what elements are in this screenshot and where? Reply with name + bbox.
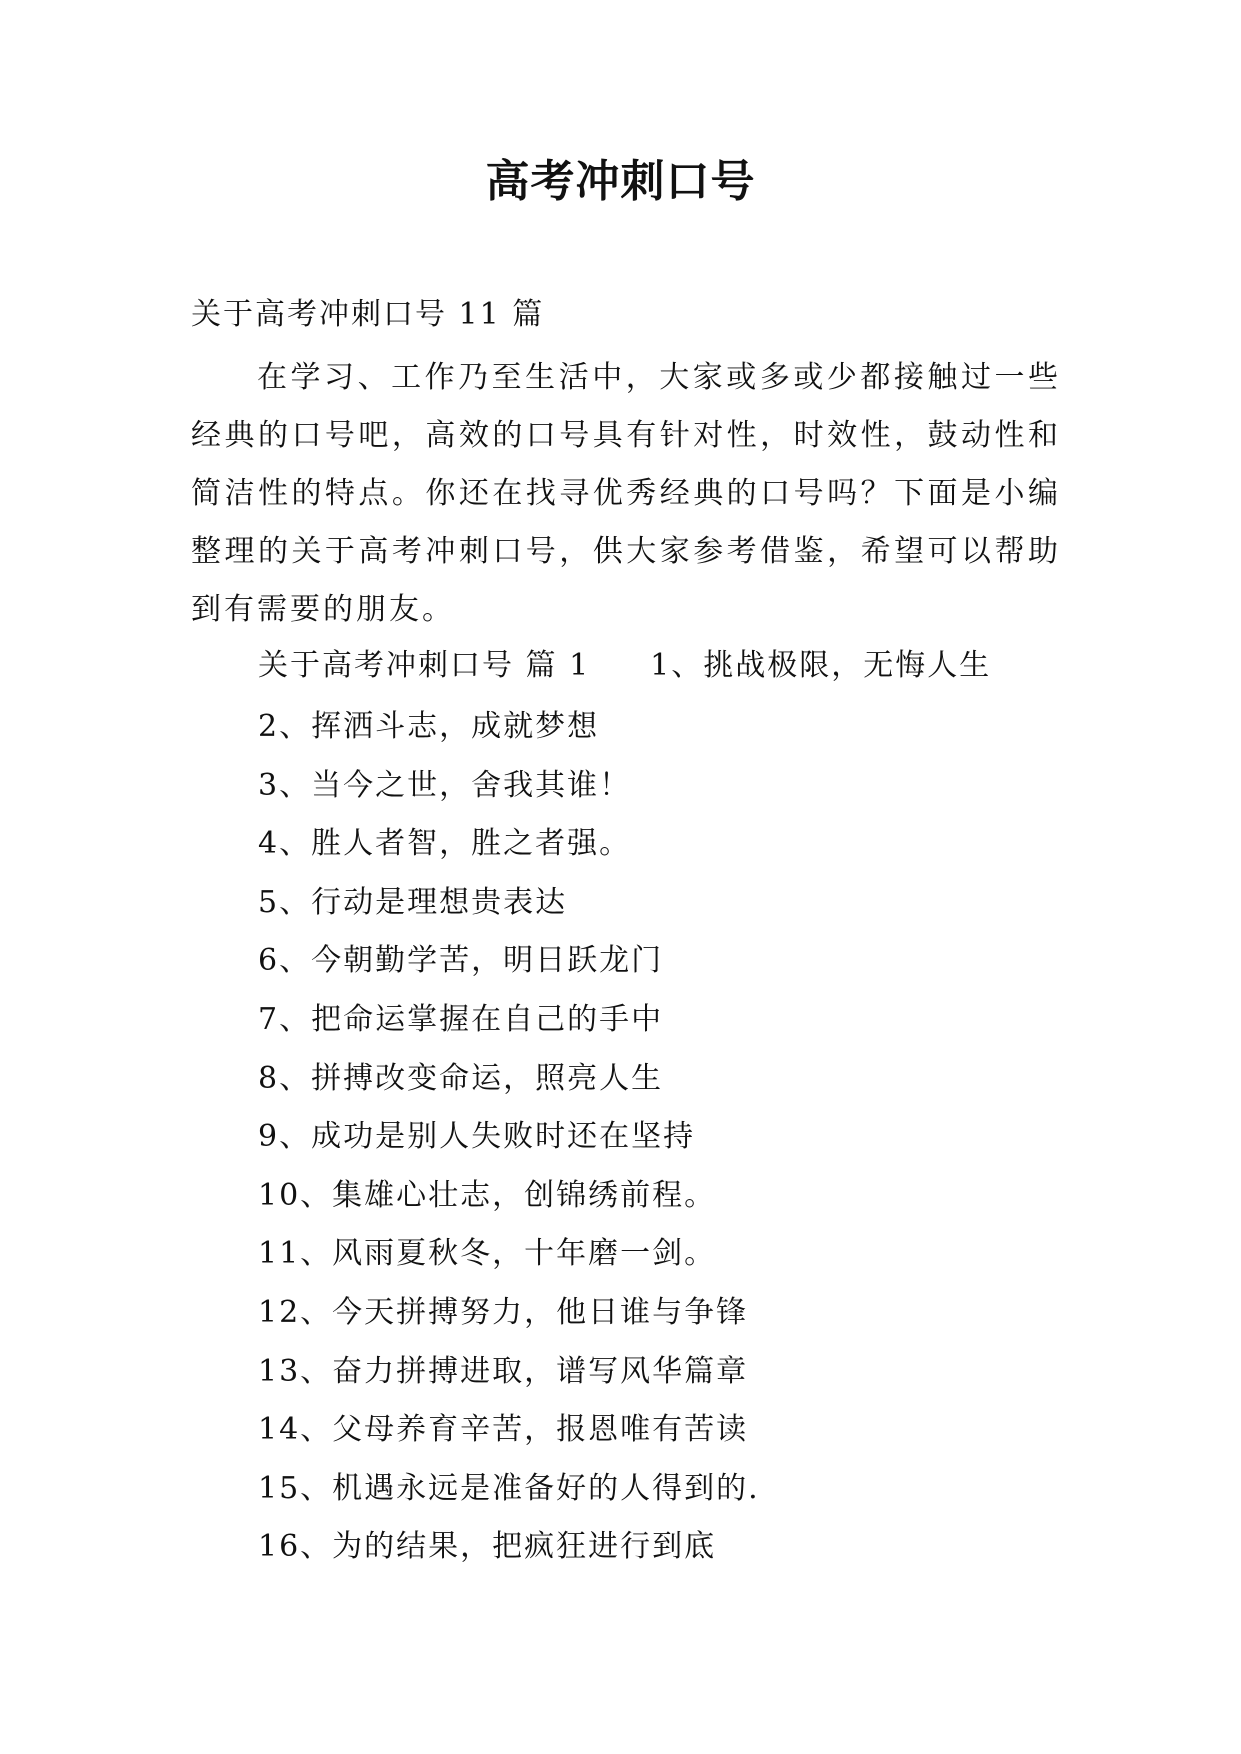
slogan-item: 11、风雨夏秋冬，十年磨一剑。 [258, 1236, 717, 1272]
slogan-item: 5、行动是理想贵表达 [258, 884, 568, 920]
section-heading: 关于高考冲刺口号 篇 1 [258, 648, 591, 683]
slogan-item: 16、为的结果，把疯狂进行到底 [258, 1529, 717, 1565]
intro-paragraph: 在学习、工作乃至生活中，大家或多或少都接触过一些经典的口号吧，高效的口号具有针对性，时效性，鼓动性和简洁性的特点。你还在找寻优秀经典的口号吗？下面是小编整理的关于高考冲刺口号，供大家参考借鉴，希望可以帮助到有需要的朋友。 [191, 360, 1061, 627]
slogan-item: 10、集雄心壮志，创锦绣前程。 [258, 1177, 717, 1213]
document-subtitle: 关于高考冲刺口号 11 篇 [191, 297, 545, 332]
slogan-item: 15、机遇永远是准备好的人得到的. [258, 1470, 760, 1506]
slogan-list [258, 698, 760, 1577]
slogan-item: 3、当今之世，舍我其谁！ [258, 767, 632, 803]
slogan-item-1: 1、挑战极限，无悔人生 [650, 648, 992, 683]
slogan-item: 13、奋力拼搏进取，谱写风华篇章 [258, 1353, 749, 1389]
slogan-item: 14、父母养育辛苦，报恩唯有苦读 [258, 1412, 749, 1448]
section-header [258, 641, 991, 691]
slogan-item: 9、成功是别人失败时还在坚持 [258, 1119, 696, 1155]
slogan-item: 6、今朝勤学苦，明日跃龙门 [258, 943, 664, 979]
document-title: 高考冲刺口号 [485, 156, 756, 207]
slogan-item: 4、胜人者智，胜之者强。 [258, 826, 632, 862]
slogan-item: 8、拼搏改变命运，照亮人生 [258, 1060, 664, 1096]
slogan-item: 2、挥洒斗志，成就梦想 [258, 709, 600, 744]
slogan-item: 12、今天拼搏努力，他日谁与争锋 [258, 1294, 749, 1330]
slogan-item: 7、把命运掌握在自己的手中 [258, 1001, 664, 1037]
